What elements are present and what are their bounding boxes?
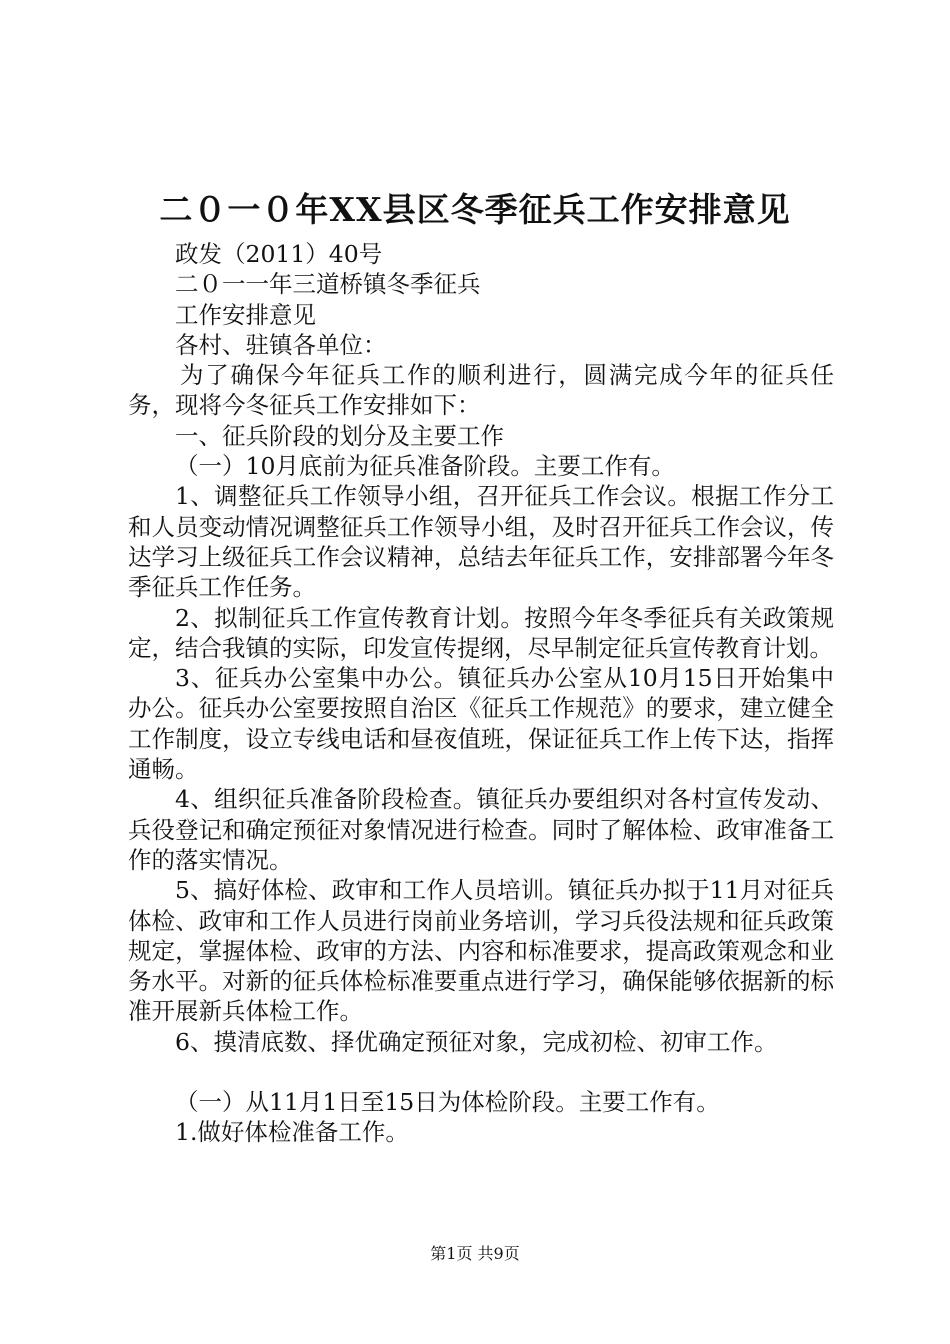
paragraph-item-2: 2、拟制征兵工作宣传教育计划。按照今年冬季征兵有关政策规定，结合我镇的实际，印发宣传提纲，尽早制定征兵宣传教育计划。 <box>128 603 834 662</box>
intro-paragraph: 为了确保今年征兵工作的顺利进行，圆满完成今年的征兵任务，现将今冬征兵工作安排如下： <box>128 361 834 420</box>
paragraph-item-5: 5、搞好体检、政审和工作人员培训。镇征兵办拟于11月对征兵体检、政审和工作人员进行岗前业务培训，学习兵役法规和征兵政策规定，掌握体检、政审的方法、内容和标准要求，提高政策观念和业务水平。对新的征兵体检标准要重点进行学习，确保能够依据新的标准开展新兵体检工作。 <box>128 876 834 1026</box>
document-title: 二０一０年XX县区冬季征兵工作安排意见 <box>159 190 791 229</box>
heading-line-1: 二０一一年三道桥镇冬季征兵 <box>175 270 481 299</box>
paragraph-item-1: 1、调整征兵工作领导小组，召开征兵工作会议。根据工作分工和人员变动情况调整征兵工作领导小组，及时召开征兵工作会议，传达学习上级征兵工作会议精神，总结去年征兵工作，安排部署今年冬季征兵工作任务。 <box>128 482 834 602</box>
salutation: 各村、驻镇各单位： <box>175 330 387 359</box>
section-heading-1: 一、征兵阶段的划分及主要工作 <box>175 421 504 450</box>
document-body <box>128 239 834 1148</box>
paragraph-item-3: 3、征兵办公室集中办公。镇征兵办公室从10月15日开始集中办公。征兵办公室要按照自治区《征兵工作规范》的要求，建立健全工作制度，设立专线电话和昼夜值班，保证征兵工作上传下达，指挥通畅。 <box>128 664 834 784</box>
heading-line-2: 工作安排意见 <box>175 300 316 329</box>
page-number-footer: 第1页 共9页 <box>430 1244 520 1263</box>
paragraph-sub-item-1: 1.做好体检准备工作。 <box>175 1118 409 1147</box>
paragraph-item-6: 6、摸清底数、择优确定预征对象，完成初检、初审工作。 <box>175 1027 778 1056</box>
subsection-heading-2: （一）从11月1日至15日为体检阶段。主要工作有。 <box>175 1088 720 1117</box>
document-number: 政发（2011）40号 <box>175 240 383 268</box>
subsection-heading-1: （一）10月底前为征兵准备阶段。主要工作有。 <box>175 452 675 481</box>
paragraph-item-4: 4、组织征兵准备阶段检查。镇征兵办要组织对各村宣传发动、兵役登记和确定预征对象情况进行检查。同时了解体检、政审准备工作的落实情况。 <box>128 785 834 874</box>
